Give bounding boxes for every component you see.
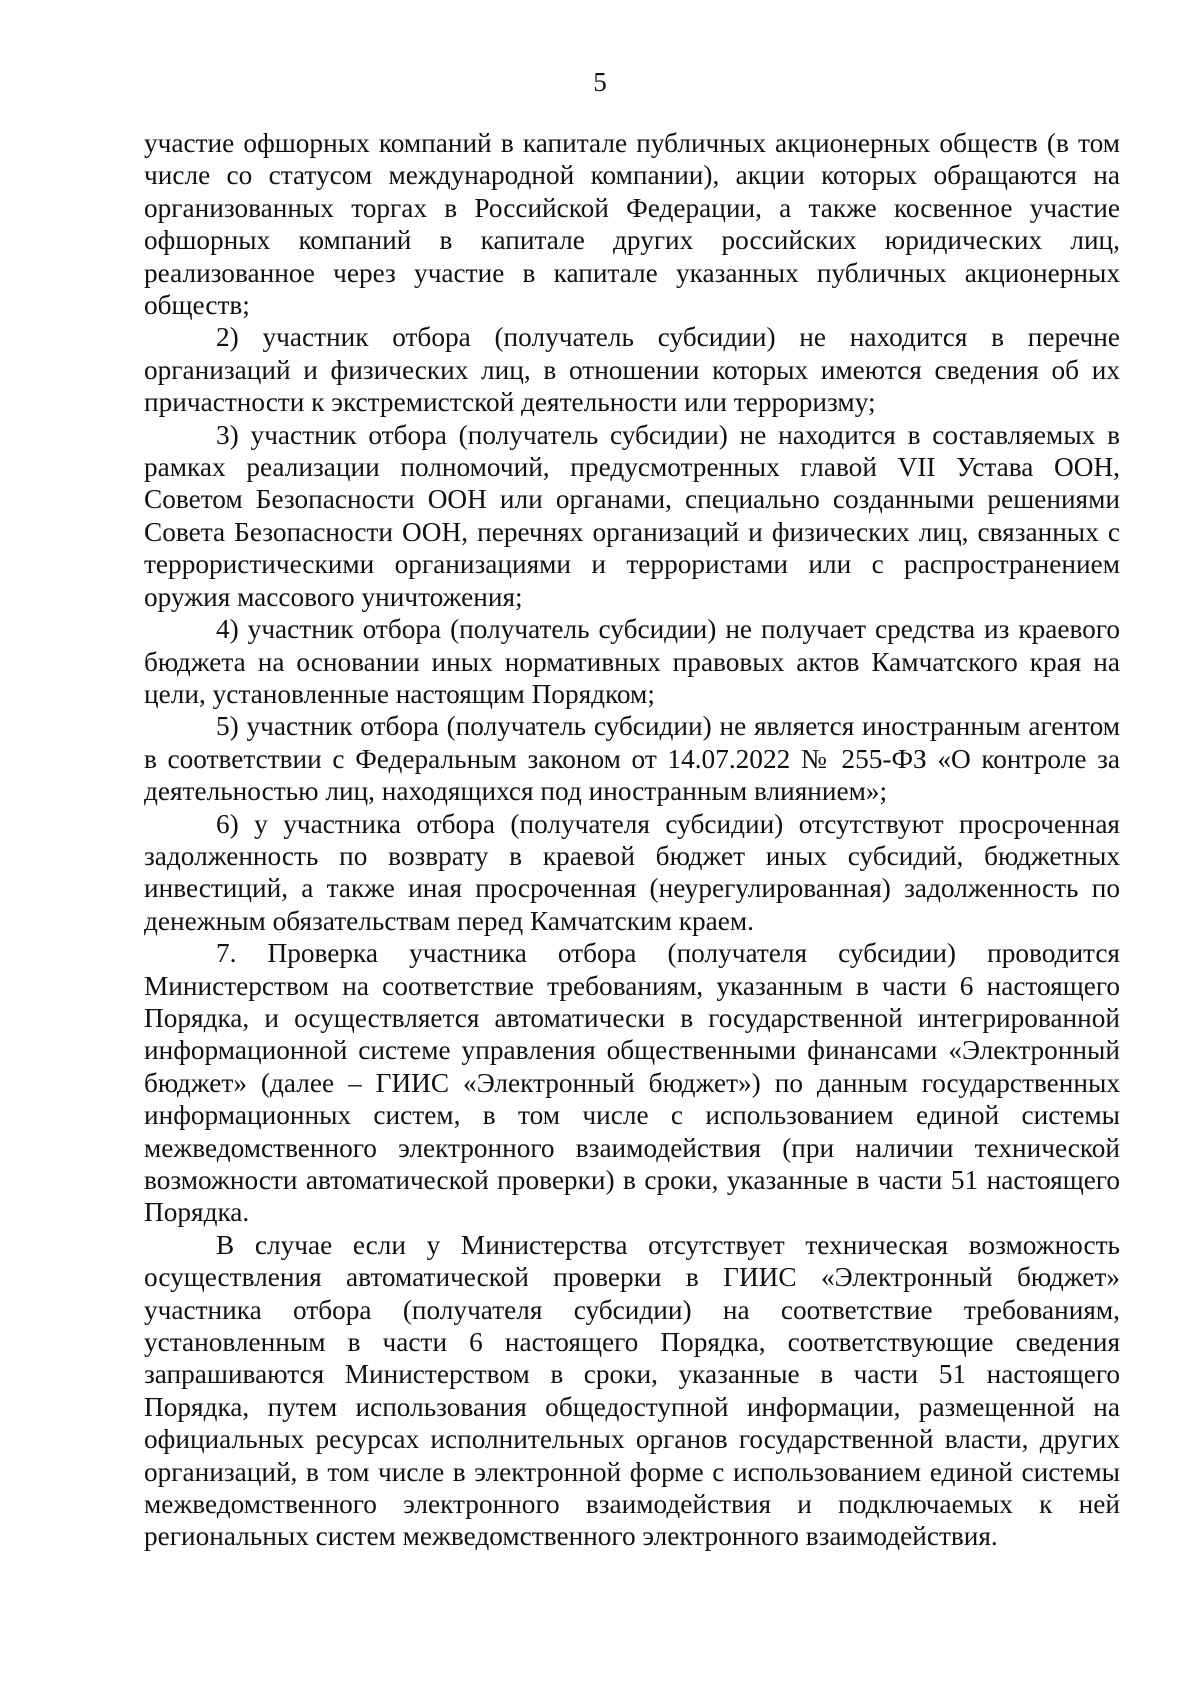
paragraph-section-7-continued: В случае если у Министерства отсутствует техническая возможность осуществления автоматической проверки в ГИИС «Электронный бюджет» участника отбора (получателя субсидии) на соответствие требованиям, установленным в части 6 настоящего Порядка, соответствующие сведения запрашиваются Министерством в сроки, указанные в части 51 настоящего Порядка, путем использования общедоступной информации, размещенной на официальных ресурсах исполнительных органов государственной власти, других организаций, в том числе в электронной форме с использованием единой системы межведомственного электронного взаимодействия и подключаемых к ней региональных систем межведомственного электронного взаимодействия. [144,1229,1120,1552]
paragraph-continuation: участие офшорных компаний в капитале публичных акционерных обществ (в том числе со статусом международной компании), акции которых обращаются на организованных торгах в Российской Федерации, а также косвенное участие офшорных компаний в капитале других российских юридических лиц, реализованное через участие в капитале указанных публичных акционерных обществ; [144,128,1120,321]
paragraph-section-7: 7. Проверка участника отбора (получателя субсидии) проводится Министерством на соответствие требованиям, указанным в части 6 настоящего Порядка, и осуществляется автоматически в государственной интегрированной информационной системе управления общественными финансами «Электронный бюджет» (далее – ГИИС «Электронный бюджет») по данным государственных информационных систем, в том числе с использованием единой системы межведомственного электронного взаимодействия (при наличии технической возможности автоматической проверки) в сроки, указанные в части 51 настоящего Порядка. [144,938,1120,1228]
paragraph-item-4: 4) участник отбора (получатель субсидии) не получает средства из краевого бюджета на основании иных нормативных правовых актов Камчатского края на цели, установленные настоящим Порядком; [144,614,1120,709]
paragraph-item-6: 6) у участника отбора (получателя субсидии) отсутствуют просроченная задолженность по возврату в краевой бюджет иных субсидий, бюджетных инвестиций, а также иная просроченная (неурегулированная) задолженность по денежным обязательствам перед Камчатским краем. [144,808,1120,936]
paragraph-item-3: 3) участник отбора (получатель субсидии) не находится в составляемых в рамках реализации полномочий, предусмотренных главой VII Устава ООН, Советом Безопасности ООН или органами, специально созданными решениями Совета Безопасности ООН, перечнях организаций и физических лиц, связанных с террористическими организациями и террористами или с распространением оружия массового уничтожения; [144,419,1120,612]
paragraph-item-2: 2) участник отбора (получатель субсидии) не находится в перечне организаций и физических лиц, в отношении которых имеются сведения об их причастности к экстремистской деятельности или терроризму; [144,322,1120,418]
paragraph-item-5: 5) участник отбора (получатель субсидии) не является иностранным агентом в соответствии с Федеральным законом от 14.07.2022 № 255-ФЗ «О контроле за деятельностью лиц, находящихся под иностранным влиянием»; [144,711,1120,807]
page-number: 5 [593,67,607,97]
document-body [144,127,1120,1553]
